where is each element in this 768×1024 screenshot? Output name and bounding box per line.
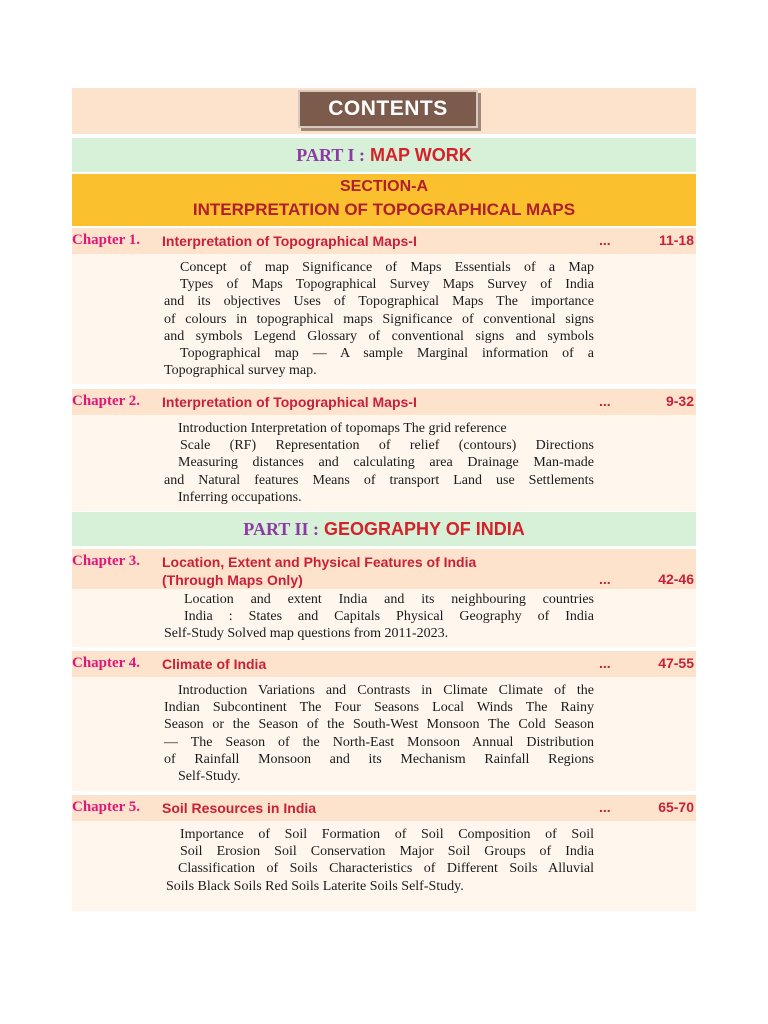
chapter-3-topics	[72, 589, 696, 647]
topic-line: India : States and Capitals Physical Geography of India	[184, 609, 594, 625]
chapter-title-line: (Through Maps Only)	[162, 572, 303, 588]
topic-line: Inferring occupations.	[178, 489, 302, 505]
topic-line: Types of Maps Topographical Survey Maps Survey of India	[180, 277, 594, 293]
chapter-5-topics	[72, 821, 696, 911]
topic-line: Self-Study Solved map questions from 2011-2023.	[164, 626, 449, 642]
page-range: 47-55	[658, 655, 694, 671]
topic-line: and Natural features Means of transport Land use Settlements	[164, 472, 594, 488]
part-number: PART I :	[296, 145, 366, 165]
chapter-title: Climate of India	[162, 656, 267, 672]
topic-line: of Rainfall Monsoon and its Mechanism Rainfall Regions	[164, 751, 594, 767]
part-number: PART II :	[243, 519, 319, 539]
chapter-4-topics	[72, 677, 696, 791]
page-range: 11-18	[658, 232, 694, 248]
page-range: 65-70	[658, 799, 694, 815]
topic-line: Introduction Interpretation of topomaps The grid reference	[178, 421, 507, 436]
topic-line: Scale (RF) Representation of relief (contours) Directions	[180, 438, 594, 454]
chapter-title-line: Location, Extent and Physical Features of India	[162, 554, 477, 570]
topic-line: Self-Study.	[178, 769, 241, 785]
chapter-number: Chapter 4.	[72, 655, 141, 671]
section-bar	[72, 174, 696, 226]
chapter-number: Chapter 2.	[72, 393, 141, 409]
topic-line: Importance of Soil Formation of Soil Composition of Soil	[180, 827, 594, 842]
topic-line: Season or the Season of the South-West Monsoon The Cold Season	[164, 717, 594, 733]
topic-line: Soil Erosion Soil Conservation Major Soil Groups of India	[180, 844, 594, 860]
leader-dots: ...	[599, 655, 611, 671]
page-range: 42-46	[658, 571, 694, 587]
chapter-3-row[interactable]	[72, 549, 696, 589]
topic-line: — The Season of the North-East Monsoon Annual Distribution	[164, 734, 594, 750]
chapter-2-topics	[72, 415, 696, 511]
page-range: 9-32	[665, 393, 694, 409]
chapter-1-topics	[72, 254, 696, 384]
chapter-title: Soil Resources in India	[162, 800, 317, 816]
topic-line: Measuring distances and calculating area Drainage Man-made	[178, 455, 594, 471]
part-1-bar	[72, 138, 696, 172]
chapter-title	[162, 553, 476, 589]
topic-line: Classification of Soils Characteristics of Different Soils Alluvial	[178, 861, 594, 877]
chapter-number: Chapter 5.	[72, 799, 141, 815]
topic-line: Topographical survey map.	[164, 363, 317, 379]
chapter-title: Interpretation of Topographical Maps-I	[162, 394, 417, 410]
chapter-4-row[interactable]	[72, 651, 696, 677]
chapter-title: Interpretation of Topographical Maps-I	[162, 233, 417, 249]
part-title: GEOGRAPHY OF INDIA	[324, 519, 525, 539]
leader-dots: ...	[599, 799, 611, 815]
chapter-number: Chapter 1.	[72, 232, 141, 248]
chapter-2-row[interactable]	[72, 389, 696, 415]
topic-line: of colours in topographical maps Significance of conventional signs	[164, 311, 594, 327]
part-2-bar	[72, 512, 696, 546]
topic-line: Soils Black Soils Red Soils Laterite Soils Self-Study.	[166, 878, 464, 894]
topic-line: Indian Subcontinent The Four Seasons Local Winds The Rainy	[164, 700, 594, 716]
topic-line: Topographical map — A sample Marginal information of a	[180, 346, 594, 362]
topic-line: and symbols Legend Glossary of conventional signs and symbols	[164, 328, 594, 344]
topic-line: and its objectives Uses of Topographical Maps The importance	[164, 294, 594, 310]
leader-dots: ...	[599, 571, 611, 587]
chapter-5-row[interactable]	[72, 795, 696, 821]
section-label: SECTION-A	[340, 178, 428, 195]
contents-title: CONTENTS	[298, 90, 478, 128]
section-title: INTERPRETATION OF TOPOGRAPHICAL MAPS	[192, 200, 576, 219]
chapter-1-row[interactable]	[72, 228, 696, 254]
leader-dots: ...	[599, 393, 611, 409]
part-title: MAP WORK	[370, 145, 472, 165]
chapter-number: Chapter 3.	[72, 553, 141, 569]
topic-line: Location and extent India and its neighbouring countries	[184, 592, 594, 607]
leader-dots: ...	[599, 232, 611, 248]
topic-line: Concept of map Significance of Maps Essentials of a Map	[180, 260, 594, 275]
topic-line: Introduction Variations and Contrasts in Climate Climate of the	[178, 683, 594, 698]
